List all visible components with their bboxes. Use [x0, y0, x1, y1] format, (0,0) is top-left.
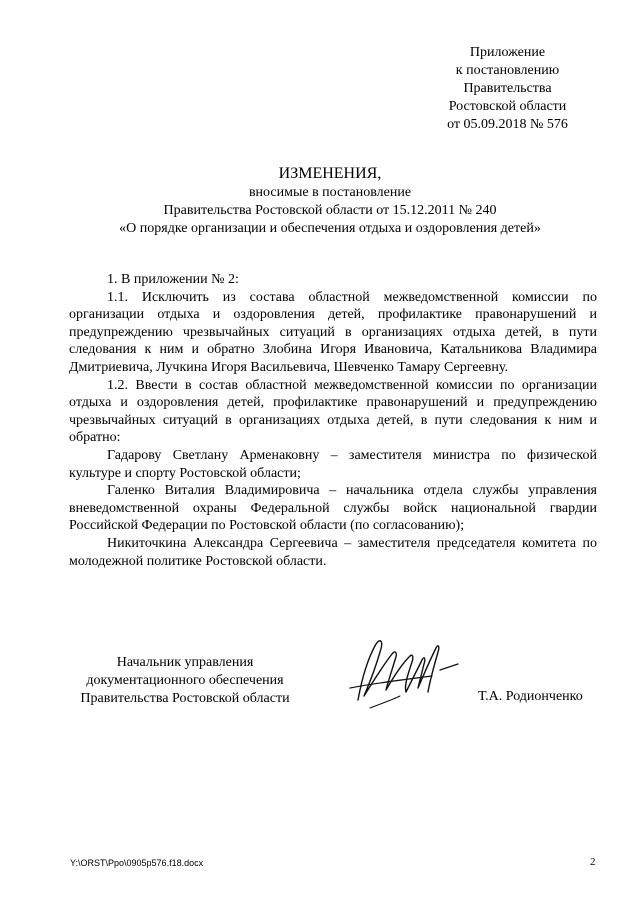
document-body [69, 271, 597, 570]
appendix-header [420, 44, 595, 134]
page-number: 2 [590, 856, 596, 868]
appendix-line-2: к постановлению [455, 63, 560, 78]
appendix-line-5: от 05.09.2018 № 576 [447, 117, 568, 132]
title-line-4: «О порядке организации и обеспечения отдыха и оздоровления детей» [119, 221, 541, 236]
paragraph-member-galenko: Галенко Виталия Владимировича – начальника отдела службы управления вневедомственной охраны Федеральной службы войск национальной гвардии Российской Федерации по Ростовской области (по согласованию); [69, 483, 597, 534]
footer-file-path: Y:\ORST\Ppo\0905p576.f18.docx [70, 858, 204, 868]
appendix-line-3: Правительства [463, 81, 552, 96]
position-line-1: Начальник управления [116, 655, 254, 670]
handwritten-signature [340, 630, 470, 715]
paragraph-1-2: 1.2. Ввести в состав областной межведомственной комиссии по организации отдыха и оздоровления детей, профилактике правонарушений и предупреждению чрезвычайных ситуаций в организациях отдыха детей, в пути следования к ним и обратно: [69, 377, 597, 446]
appendix-line-4: Ростовской области [448, 99, 567, 114]
appendix-line-1: Приложение [469, 45, 546, 60]
document-title [60, 164, 600, 238]
paragraph-member-gadarova: Гадарову Светлану Арменаковну – заместителя министра по физической культуре и спорту Ростовской области; [69, 447, 597, 481]
title-line-3: Правительства Ростовской области от 15.12.2011 № 240 [163, 203, 497, 218]
position-line-3: Правительства Ростовской области [80, 691, 290, 706]
position-line-2: документационного обеспечения [86, 673, 284, 688]
signatory-position [70, 654, 300, 708]
paragraph-1: 1. В приложении № 2: [107, 272, 239, 287]
paragraph-member-nikitochkin: Никиточкина Александра Сергеевича – заместителя председателя комитета по молодежной политике Ростовской области. [69, 535, 597, 569]
title-line-2: вносимые в постановление [248, 185, 412, 200]
paragraph-1-1: 1.1. Исключить из состава областной межведомственной комиссии по организации отдыха и оздоровления детей, профилактике правонарушений и предупреждению чрезвычайных ситуаций в организациях отдыха детей, в пути следования к ним и обратно Злобина Игоря Ивановича, Катальникова Владимира Дмитриевича, Лучкина Игоря Васильевича, Шевченко Тамару Сергеевну. [69, 289, 597, 375]
signatory-name: Т.А. Родионченко [478, 689, 583, 704]
title-main: ИЗМЕНЕНИЯ, [278, 165, 382, 182]
